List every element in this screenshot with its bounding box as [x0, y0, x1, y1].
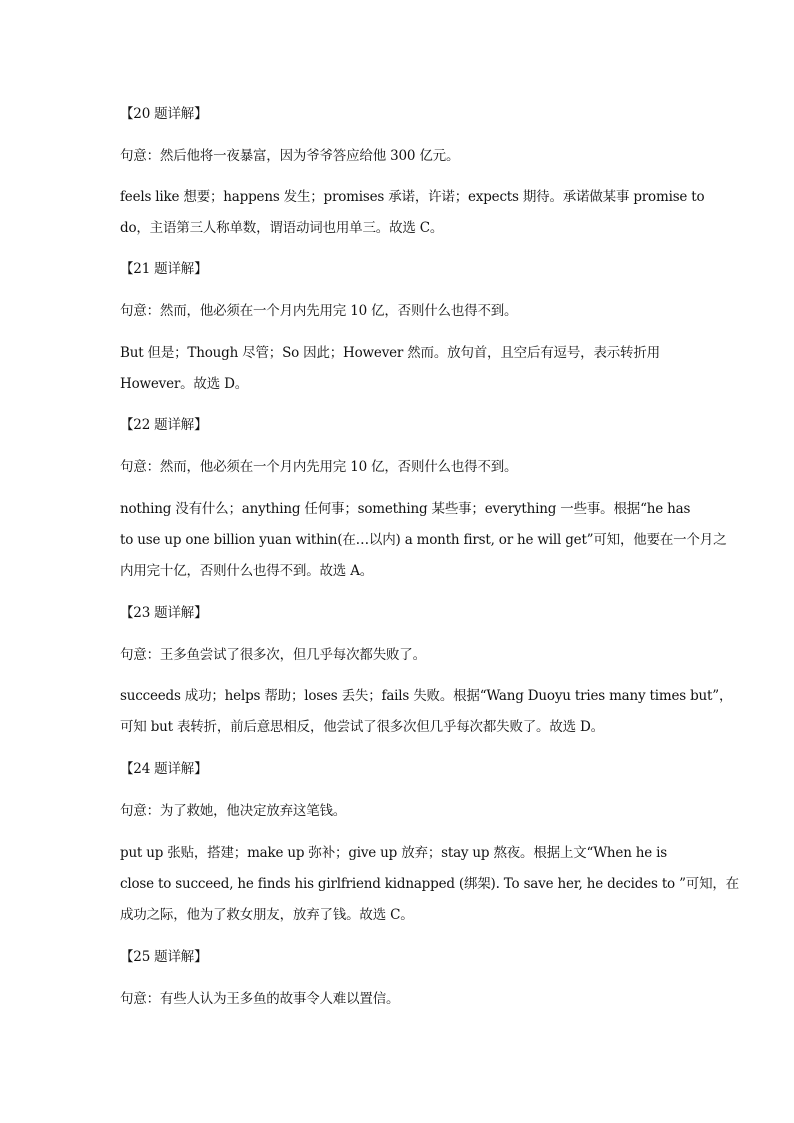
explanation-line: nothing 没有什么；anything 任何事；something 某些事；everything 一些事。根据“he has: [120, 501, 691, 517]
explanation-line: But 但是；Though 尽管；So 因此；However 然而。放句首，且空后有逗号，表示转折用: [120, 345, 660, 361]
sentence-meaning: 句意：有些人认为王多鱼的故事令人难以置信。: [120, 991, 400, 1007]
explanation-line: feels like 想要；happens 发生；promises 承诺，许诺；expects 期待。承诺做某事 promise to: [120, 189, 705, 205]
explanation-line: 内用完十亿，否则什么也得不到。故选 A。: [120, 563, 374, 579]
section-heading: 【22 题详解】: [120, 417, 208, 433]
explanation-line: to use up one billion yuan within(在…以内) a month first, or he will get”可知，他要在一个月之: [120, 532, 727, 548]
explanation-line: succeeds 成功；helps 帮助；loses 丢失；fails 失败。根据“Wang Duoyu tries many times but”，: [120, 688, 733, 704]
section-heading: 【25 题详解】: [120, 949, 208, 965]
section-heading: 【23 题详解】: [120, 605, 208, 621]
sentence-meaning: 句意：然后他将一夜暴富，因为爷爷答应给他 300 亿元。: [120, 148, 460, 164]
section-heading: 【21 题详解】: [120, 261, 208, 277]
sentence-meaning: 句意：王多鱼尝试了很多次，但几乎每次都失败了。: [120, 647, 426, 663]
explanation-line: do，主语第三人称单数，谓语动词也用单三。故选 C。: [120, 220, 444, 236]
sentence-meaning: 句意：然而，他必须在一个月内先用完 10 亿，否则什么也得不到。: [120, 303, 518, 319]
explanation-line: 成功之际，他为了救女朋友，放弃了钱。故选 C。: [120, 907, 414, 923]
explanation-line: close to succeed, he finds his girlfriend kidnapped (绑架). To save her, he decides to ”可知，在: [120, 876, 739, 892]
explanation-line: However。故选 D。: [120, 376, 249, 392]
section-heading: 【24 题详解】: [120, 761, 208, 777]
sentence-meaning: 句意：然而，他必须在一个月内先用完 10 亿，否则什么也得不到。: [120, 459, 518, 475]
explanation-line: 可知 but 表转折，前后意思相反，他尝试了很多次但几乎每次都失败了。故选 D。: [120, 719, 604, 735]
section-heading: 【20 题详解】: [120, 106, 208, 122]
explanation-line: put up 张贴，搭建；make up 弥补；give up 放弃；stay up 熬夜。根据上文“When he is: [120, 845, 668, 861]
sentence-meaning: 句意：为了救她，他决定放弃这笔钱。: [120, 803, 347, 819]
